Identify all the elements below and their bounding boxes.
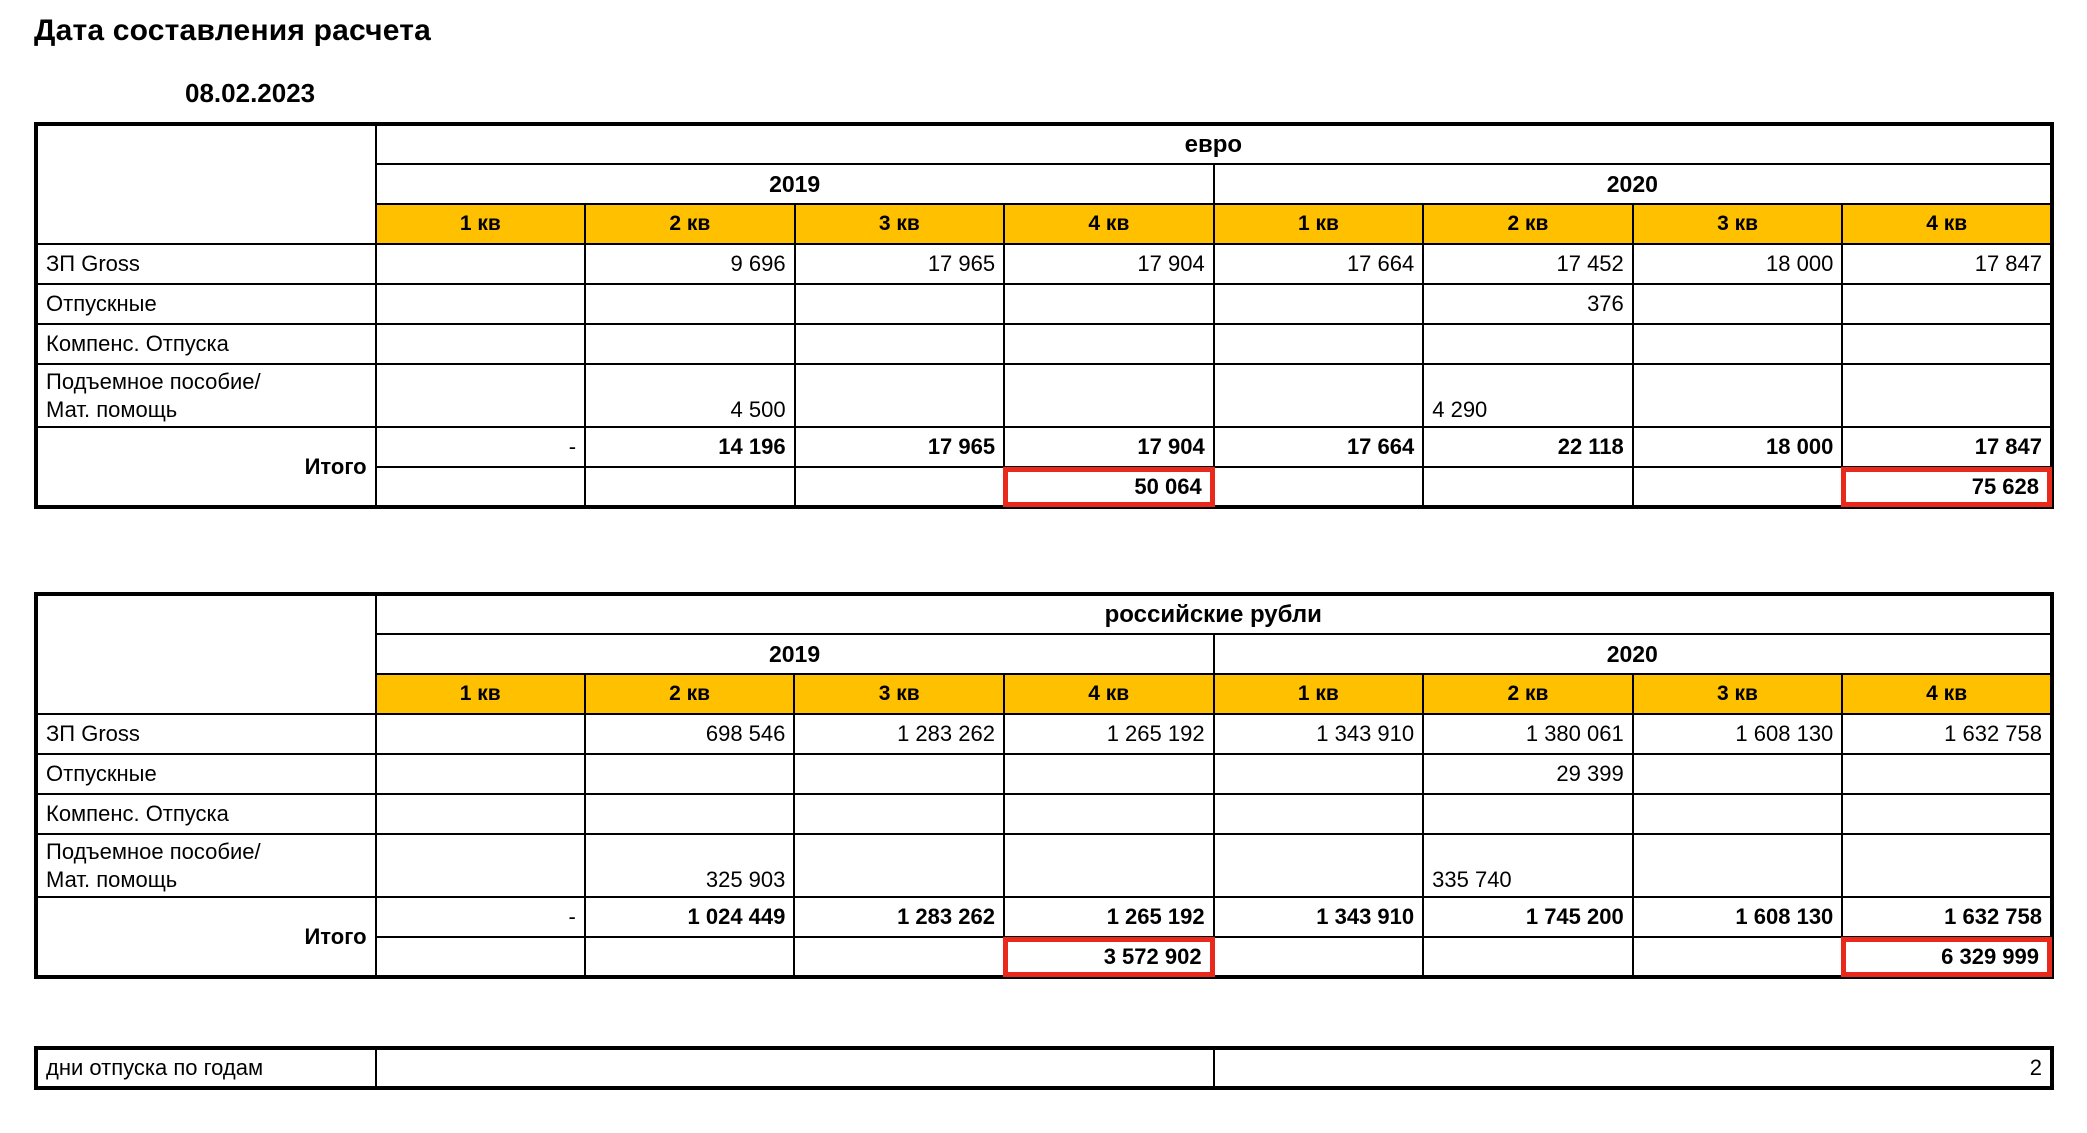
table-row <box>36 794 2052 834</box>
cell-value <box>794 754 1004 794</box>
cell-value <box>1842 324 2052 364</box>
total-value <box>1423 467 1633 507</box>
quarter-header: 4 кв <box>1842 204 2052 244</box>
cell-value <box>376 244 585 284</box>
cell-value <box>1214 834 1424 897</box>
quarter-header: 1 кв <box>1214 674 1424 714</box>
cell-value <box>1004 834 1214 897</box>
cell-value <box>1423 324 1633 364</box>
vacation-days-table <box>34 1046 2054 1090</box>
cell-value: 4 290 <box>1423 364 1633 427</box>
cell-value <box>1004 364 1214 427</box>
total-value <box>795 467 1005 507</box>
cell-value <box>1842 364 2052 427</box>
table-row <box>36 244 2052 284</box>
row-label <box>36 364 376 427</box>
cell-value <box>1423 794 1633 834</box>
cell-value: 1 343 910 <box>1214 714 1424 754</box>
corner-cell <box>36 124 376 244</box>
highlight-box: 6 329 999 <box>1841 937 2052 977</box>
row-label-line2: Мат. помощь <box>46 396 178 422</box>
quarter-header: 4 кв <box>1842 674 2052 714</box>
cell-value <box>1004 754 1214 794</box>
calculation-date: 08.02.2023 <box>185 78 316 108</box>
quarter-header: 2 кв <box>1423 674 1633 714</box>
cell-value <box>794 794 1004 834</box>
cell-value: 1 380 061 <box>1423 714 1633 754</box>
total-value <box>1633 467 1843 507</box>
cell-value <box>585 754 795 794</box>
cell-value <box>585 284 795 324</box>
cell-value: 1 283 262 <box>794 714 1004 754</box>
cell-value <box>1214 754 1424 794</box>
total-value <box>1214 467 1424 507</box>
cell-value <box>1633 284 1843 324</box>
cell-value <box>1633 324 1843 364</box>
highlight-box: 3 572 902 <box>1003 937 1215 977</box>
total-value <box>794 937 1004 977</box>
currency-header: российские рубли <box>376 594 2052 634</box>
total-value <box>585 467 795 507</box>
vacation-days-2019 <box>376 1048 1214 1088</box>
subtotal-value: 18 000 <box>1633 427 1843 467</box>
cell-value: 376 <box>1423 284 1633 324</box>
cell-value: 325 903 <box>585 834 795 897</box>
row-label: Компенс. Отпуска <box>36 794 376 834</box>
table-block-euro <box>34 122 2054 509</box>
cell-value <box>1214 324 1424 364</box>
table-row <box>36 124 2052 164</box>
row-label: ЗП Gross <box>36 714 376 754</box>
cell-value: 335 740 <box>1423 834 1633 897</box>
cell-value <box>1633 364 1843 427</box>
subtotal-value: 1 632 758 <box>1842 897 2052 937</box>
table-row <box>36 834 2052 897</box>
highlight-box: 75 628 <box>1841 467 2052 507</box>
cell-value <box>1214 364 1424 427</box>
subtotal-value: 17 847 <box>1842 427 2052 467</box>
cell-value <box>795 284 1005 324</box>
cell-value: 1 632 758 <box>1842 714 2052 754</box>
cell-value: 17 664 <box>1214 244 1424 284</box>
cell-value: 18 000 <box>1633 244 1843 284</box>
cell-value <box>376 794 585 834</box>
table-row <box>36 324 2052 364</box>
table-row <box>36 714 2052 754</box>
year-header-2019: 2019 <box>376 164 1214 204</box>
subtotal-value: 1 265 192 <box>1004 897 1214 937</box>
subtotal-value: 1 283 262 <box>794 897 1004 937</box>
table-row <box>36 754 2052 794</box>
row-label-line2: Мат. помощь <box>46 866 178 892</box>
row-label <box>36 834 376 897</box>
subtotal-value: 14 196 <box>585 427 795 467</box>
cell-value: 17 452 <box>1423 244 1633 284</box>
cell-value <box>1214 284 1424 324</box>
total-label: Итого <box>36 427 376 507</box>
cell-value <box>794 834 1004 897</box>
quarter-header: 3 кв <box>1633 674 1843 714</box>
cell-value <box>585 324 795 364</box>
table-row <box>36 284 2052 324</box>
quarter-header: 2 кв <box>585 674 795 714</box>
quarter-header: 1 кв <box>1214 204 1424 244</box>
cell-value <box>585 794 795 834</box>
cell-value <box>1842 754 2052 794</box>
currency-header: евро <box>376 124 2052 164</box>
row-label-line1: Подъемное пособие/ <box>46 839 261 864</box>
subtotal-value: 17 664 <box>1214 427 1424 467</box>
table-block-rub <box>34 592 2054 979</box>
table-row-subtotal <box>36 897 2052 937</box>
cell-value: 1 265 192 <box>1004 714 1214 754</box>
cell-value <box>376 714 585 754</box>
total-value <box>376 467 585 507</box>
table-row-subtotal <box>36 427 2052 467</box>
total-value-highlighted <box>1842 467 2052 507</box>
total-label: Итого <box>36 897 376 977</box>
row-label-line1: Подъемное пособие/ <box>46 369 261 394</box>
cell-value <box>1004 284 1214 324</box>
subtotal-value: 22 118 <box>1423 427 1633 467</box>
quarter-header: 3 кв <box>795 204 1005 244</box>
cell-value: 17 904 <box>1004 244 1214 284</box>
cell-value <box>1214 794 1424 834</box>
cell-value <box>376 834 585 897</box>
cell-value <box>1842 284 2052 324</box>
table-row <box>36 594 2052 634</box>
rub-table <box>34 592 2054 979</box>
total-value <box>1214 937 1424 977</box>
quarter-header: 2 кв <box>585 204 795 244</box>
row-label: Компенс. Отпуска <box>36 324 376 364</box>
cell-value <box>1633 794 1843 834</box>
total-value <box>585 937 795 977</box>
cell-value <box>795 324 1005 364</box>
cell-value: 17 965 <box>795 244 1005 284</box>
cell-value: 17 847 <box>1842 244 2052 284</box>
year-header-2020: 2020 <box>1214 164 2052 204</box>
quarter-header: 4 кв <box>1004 204 1214 244</box>
subtotal-value: 17 965 <box>795 427 1005 467</box>
subtotal-value: 1 343 910 <box>1214 897 1424 937</box>
vacation-days-2020: 2 <box>1214 1048 2052 1088</box>
quarter-header: 1 кв <box>376 204 585 244</box>
subtotal-value: - <box>376 427 585 467</box>
cell-value <box>376 364 585 427</box>
total-value <box>1423 937 1633 977</box>
quarter-header: 1 кв <box>376 674 585 714</box>
vacation-days-block <box>34 1046 2054 1090</box>
total-value <box>1633 937 1843 977</box>
cell-value: 1 608 130 <box>1633 714 1843 754</box>
cell-value: 29 399 <box>1423 754 1633 794</box>
total-value-highlighted <box>1004 467 1214 507</box>
page-title: Дата составления расчета <box>34 14 432 47</box>
cell-value <box>1633 834 1843 897</box>
cell-value <box>1633 754 1843 794</box>
cell-value <box>376 754 585 794</box>
cell-value <box>1842 834 2052 897</box>
subtotal-value: 17 904 <box>1004 427 1214 467</box>
subtotal-value: 1 745 200 <box>1423 897 1633 937</box>
vacation-days-label: дни отпуска по годам <box>36 1048 376 1088</box>
cell-value <box>1842 794 2052 834</box>
table-row <box>36 1048 2052 1088</box>
cell-value <box>376 324 585 364</box>
row-label: ЗП Gross <box>36 244 376 284</box>
quarter-header: 3 кв <box>794 674 1004 714</box>
quarter-header: 3 кв <box>1633 204 1843 244</box>
table-row <box>36 364 2052 427</box>
subtotal-value: 1 608 130 <box>1633 897 1843 937</box>
year-header-2020: 2020 <box>1214 634 2052 674</box>
cell-value: 9 696 <box>585 244 795 284</box>
total-value <box>376 937 585 977</box>
row-label: Отпускные <box>36 284 376 324</box>
cell-value: 4 500 <box>585 364 795 427</box>
euro-table <box>34 122 2054 509</box>
highlight-box: 50 064 <box>1003 467 1215 507</box>
cell-value <box>376 284 585 324</box>
row-label: Отпускные <box>36 754 376 794</box>
quarter-header: 2 кв <box>1423 204 1633 244</box>
total-value-highlighted <box>1004 937 1214 977</box>
total-value-highlighted <box>1842 937 2052 977</box>
year-header-2019: 2019 <box>376 634 1214 674</box>
cell-value <box>1004 794 1214 834</box>
subtotal-value: 1 024 449 <box>585 897 795 937</box>
cell-value <box>1004 324 1214 364</box>
subtotal-value: - <box>376 897 585 937</box>
quarter-header: 4 кв <box>1004 674 1214 714</box>
cell-value: 698 546 <box>585 714 795 754</box>
corner-cell <box>36 594 376 714</box>
cell-value <box>795 364 1005 427</box>
